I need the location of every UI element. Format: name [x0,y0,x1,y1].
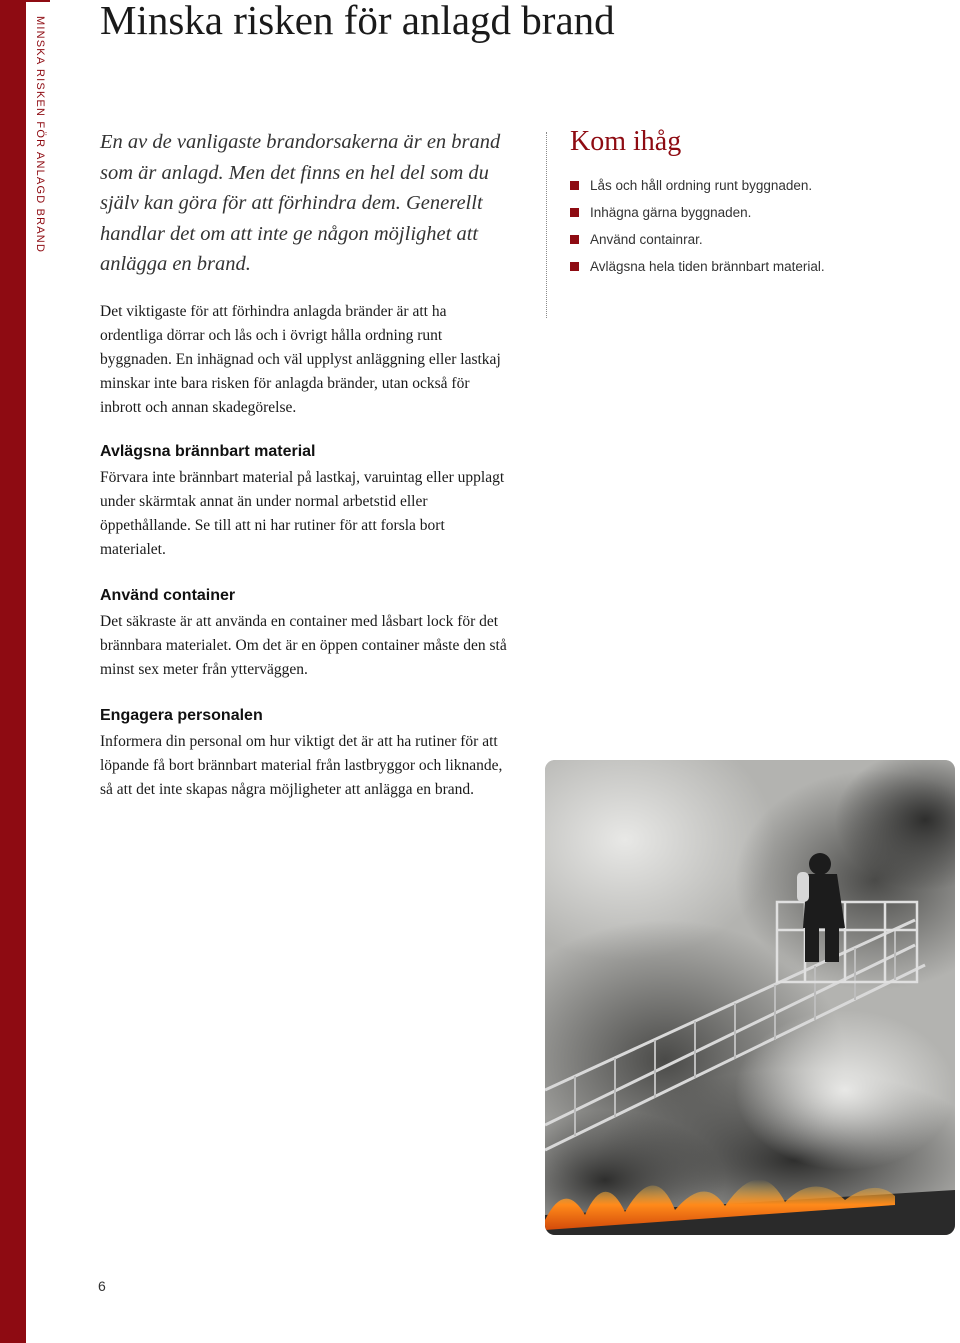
reminder-list [570,176,825,284]
intro-paragraph: En av de vanligaste brandorsakerna är en brand som är anlagd. Men det finns en hel del som du själv kan göra för att förhindra dem. Generellt handlar det om att inte ge någon möjlighet att anlägga en brand. [100,131,501,275]
body-paragraph: Det viktigaste för att förhindra anlagda bränder är att ha ordentliga dörrar och lås och i övrigt hålla ordning runt byggnaden. En inhägnad och väl upplyst anläggning eller lastkaj minskar inte bara risken för anlagda bränder, utan också för inbrott och annan skadegörelse. [100,303,501,416]
section-text: Det säkraste är att använda en container med låsbart lock för det brännbara materialet. Om det är en öppen container måste den stå minst sex meter från ytterväggen. [100,613,507,678]
reminder-item [570,257,825,284]
page-title: Minska risken för anlagd brand [100,0,615,43]
reminder-item [570,203,825,230]
section-text: Informera din personal om hur viktigt det är att ha rutiner för att löpande få bort brännbart material från lastbryggor och liknande, så att det inte skapas några möjligheter att anlägga en brand. [100,733,503,798]
reminder-item-text: Använd containrar. [590,232,703,247]
section-engage-staff [100,706,512,802]
reminder-item-text: Inhägna gärna byggnaden. [590,205,752,220]
square-bullet-icon [570,208,579,217]
square-bullet-icon [570,262,579,271]
page-number: 6 [98,1278,106,1294]
section-heading: Använd container [100,587,236,604]
dotted-divider [546,132,547,318]
reminder-item-text: Avlägsna hela tiden brännbart material. [590,259,825,274]
square-bullet-icon [570,181,579,190]
firefighter-ladder-photo [545,760,955,1235]
accent-sidebar-bar [0,0,26,1343]
section-text: Förvara inte brännbart material på lastkaj, varuintag eller upplagt under skärmtak annat än under normal arbetstid eller öppethållande. Se till att ni har rutiner för att forsla bort materialet. [100,469,505,558]
reminder-item [570,176,825,203]
reminder-title: Kom ihåg [570,126,682,157]
section-use-container [100,586,512,682]
reminder-item [570,230,825,257]
section-heading: Avlägsna brännbart material [100,443,316,460]
running-title: MINSKA RISKEN FÖR ANLAGD BRAND [34,16,46,254]
section-heading: Engagera personalen [100,707,263,724]
square-bullet-icon [570,235,579,244]
reminder-item-text: Lås och håll ordning runt byggnaden. [590,178,813,193]
section-remove-combustibles [100,442,512,562]
